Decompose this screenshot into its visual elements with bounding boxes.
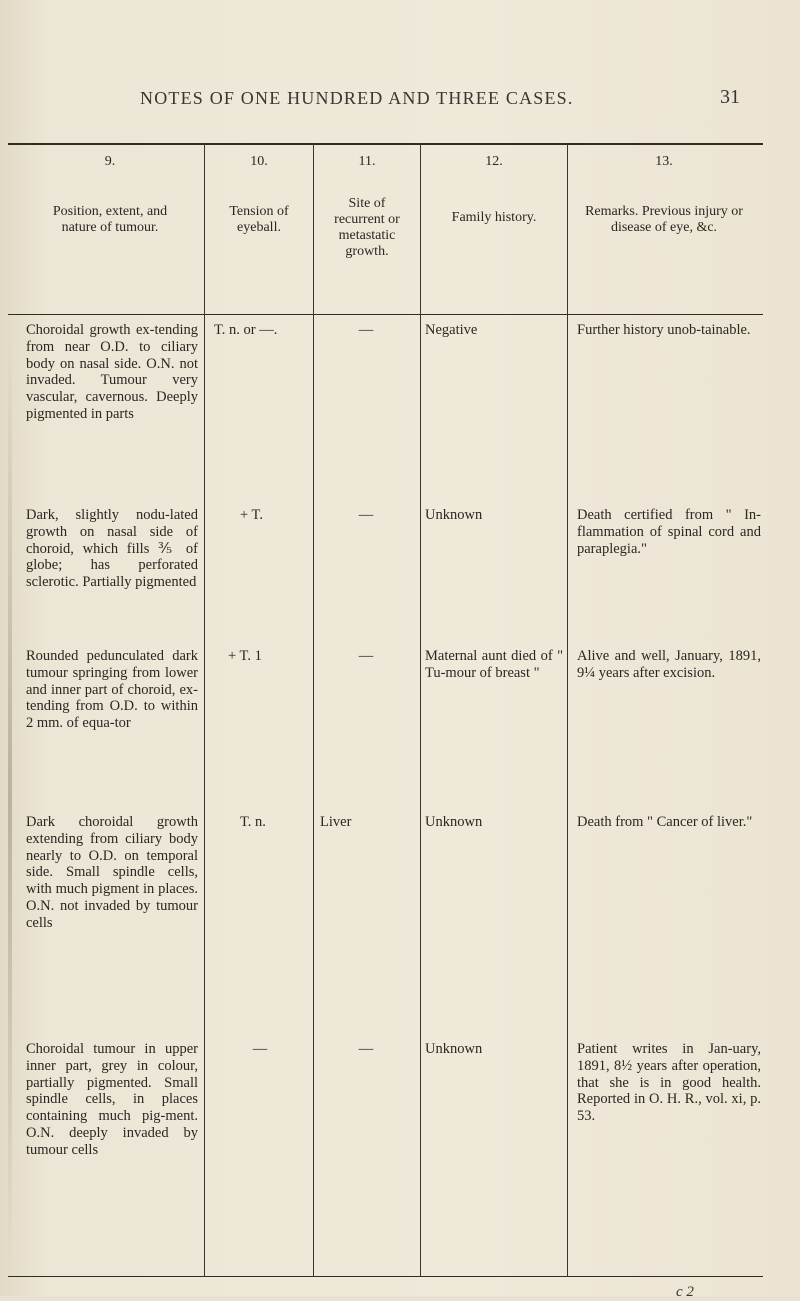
column-number: 9.: [104, 154, 116, 169]
table-header-rule: [8, 314, 763, 315]
row2-site: —: [358, 507, 374, 523]
column-header-remarks: [568, 154, 760, 236]
table-bottom-rule: [8, 1276, 763, 1277]
row3-tension: + T. 1: [228, 648, 262, 664]
column-number: 11.: [358, 154, 376, 169]
column-number: 13.: [655, 154, 673, 169]
row3-position: Rounded pedunculated dark tumour springing from lower and inner part of choroid, ex-tending from O.D. to within 2 mm. of equa-tor: [26, 648, 198, 732]
page-number: 31: [720, 86, 740, 108]
signature-mark: c 2: [676, 1284, 694, 1300]
row3-remarks: Alive and well, January, 1891, 9¼ years after excision.: [577, 648, 761, 681]
column-number: 10.: [250, 154, 268, 169]
row4-position: Dark choroidal growth extending from ciliary body nearly to O.D. on temporal side. Small spindle cells, with much pigment in places. O.N. not invaded by tumour cells: [26, 814, 198, 931]
column-divider: [204, 143, 205, 1276]
row1-family: Negative: [425, 322, 478, 338]
row5-site: —: [358, 1041, 374, 1057]
row3-family: Maternal aunt died of " Tu-mour of breast ": [425, 648, 563, 681]
column-title: Remarks. Previous injury or disease of eye, &c.: [585, 204, 743, 235]
row5-family: Unknown: [425, 1041, 483, 1057]
row2-remarks: Death certified from " In-flammation of spinal cord and paraplegia.": [577, 507, 761, 557]
column-header-position: [20, 154, 200, 236]
row4-site: Liver: [320, 814, 352, 830]
row1-position: Choroidal growth ex-tending from near O.D. to ciliary body on nasal side. O.N. not invaded. Tumour very vascular, cavernous. Deeply pigmented in parts: [26, 322, 198, 422]
row2-family: Unknown: [425, 507, 483, 523]
column-title: Site of recurrent or metastatic growth.: [334, 196, 400, 259]
row4-tension: T. n.: [240, 814, 266, 830]
column-divider: [313, 143, 314, 1276]
row2-tension: + T.: [240, 507, 263, 523]
column-divider: [567, 143, 568, 1276]
column-title: Family history.: [451, 210, 537, 225]
running-head: [0, 88, 800, 112]
running-title: NOTES OF ONE HUNDRED AND THREE CASES.: [140, 88, 574, 108]
table-top-rule: [8, 143, 763, 145]
row4-remarks: Death from " Cancer of liver.": [577, 814, 753, 830]
row5-remarks: Patient writes in Jan-uary, 1891, 8½ years after operation, that she is in good health. Reported in O. H. R., vol. xi, p. 53.: [577, 1041, 761, 1125]
row2-position: Dark, slightly nodu-lated growth on nasal side of choroid, which fills ⅗ of globe; has perforated sclerotic. Partially pigmented: [26, 507, 198, 591]
row1-remarks: Further history unob-tainable.: [577, 322, 751, 338]
scan-shadow: [8, 330, 12, 1270]
column-title: Position, extent, and nature of tumour.: [52, 204, 168, 235]
row3-site: —: [358, 648, 374, 664]
column-header-family: [421, 154, 567, 226]
row1-tension: T. n. or —.: [214, 322, 278, 338]
row4-family: Unknown: [425, 814, 483, 830]
column-header-site: [314, 154, 420, 260]
column-number: 12.: [485, 154, 503, 169]
row5-tension: —: [252, 1041, 268, 1057]
column-divider: [420, 143, 421, 1276]
row1-site: —: [358, 322, 374, 338]
column-header-tension: [205, 154, 313, 236]
column-title: Tension of eyeball.: [229, 204, 289, 235]
row5-position: Choroidal tumour in upper inner part, grey in colour, partially pigmented. Small spindle cells, in places containing much pig-ment. O.N. deeply invaded by tumour cells: [26, 1041, 198, 1158]
